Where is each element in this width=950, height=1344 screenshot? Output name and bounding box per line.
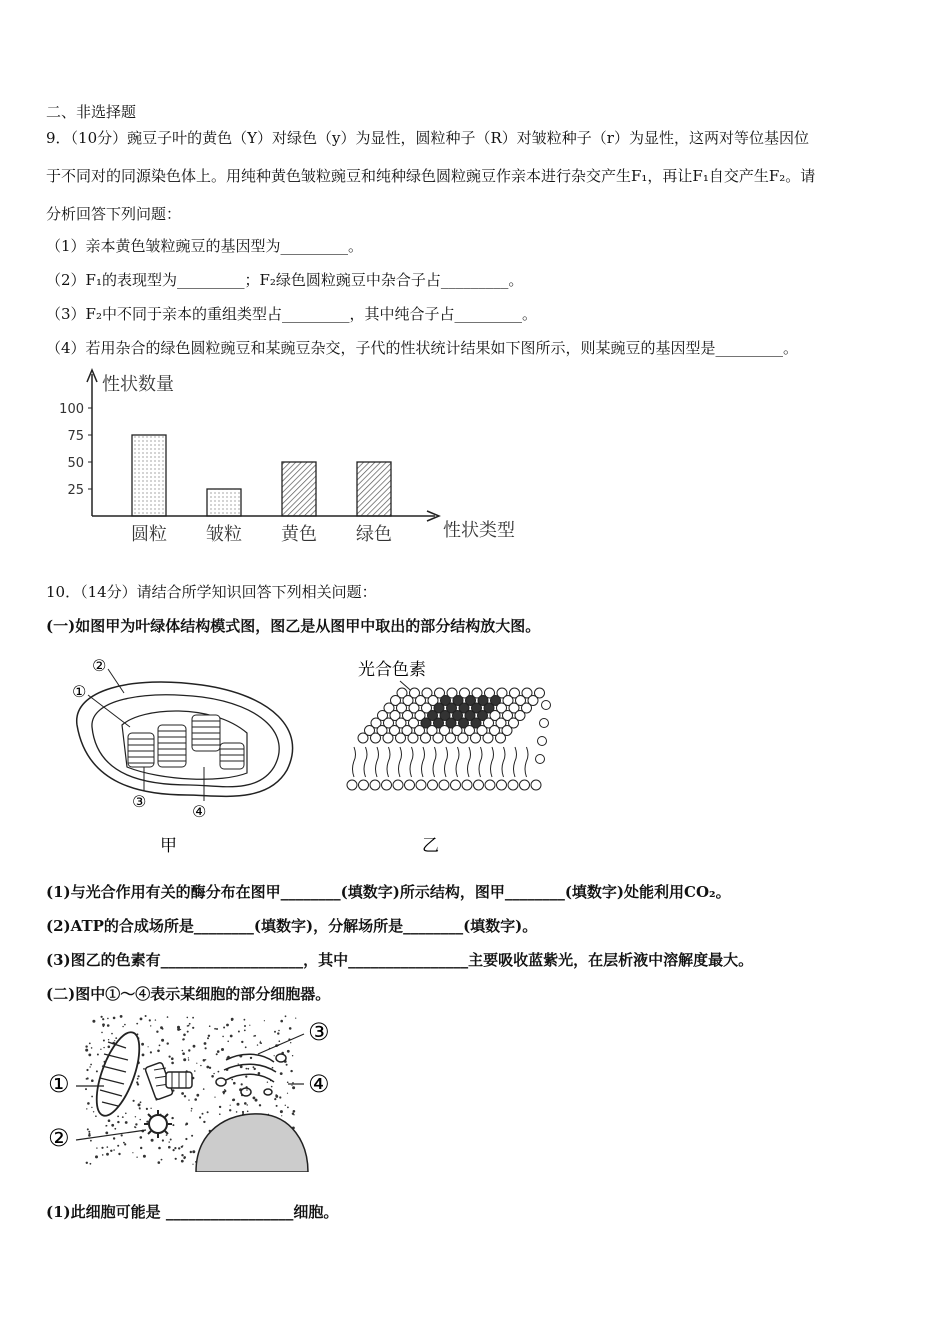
y-tick-label: 100 bbox=[59, 402, 84, 417]
nucleus bbox=[196, 1114, 308, 1172]
bar-0 bbox=[132, 435, 166, 516]
q9-stem-line1: 9．（10分）豌豆子叶的黄色（Y）对绿色（y）为显性，圆粒种子（R）对皱粒种子（r）为显性，这两对等位基因位 bbox=[46, 129, 809, 147]
golgi-apparatus bbox=[216, 1054, 286, 1096]
pigment-label: 光合色素 bbox=[358, 660, 426, 680]
caption-jia: 甲 bbox=[160, 836, 177, 855]
lysosome bbox=[144, 1110, 172, 1138]
x-category-label: 黄色 bbox=[281, 524, 317, 545]
label-2: ② bbox=[92, 656, 107, 675]
bar-2 bbox=[282, 462, 316, 516]
cell-organelles-figure bbox=[46, 1012, 346, 1172]
q10-sub2: (2)ATP的合成场所是________(填数字)，分解场所是________(填数字)。 bbox=[46, 917, 538, 935]
x-axis-label: 性状类型 bbox=[443, 520, 515, 541]
section-title: 二、非选择题 bbox=[46, 103, 137, 121]
q10-sub1: (1)与光合作用有关的酶分布在图甲________(填数字)所示结构，图甲________(填数字)处能利用CO₂。 bbox=[46, 883, 731, 901]
q9-sub4: （4）若用杂合的绿色圆粒豌豆和某豌豆杂交，子代的性状统计结果如下图所示，则某豌豆的基因型是_________。 bbox=[46, 339, 799, 357]
q10-sub3: (3)图乙的色素有___________________，其中________________主要吸收蓝紫光，在层析液中溶解度最大。 bbox=[46, 951, 754, 969]
organelle-label-3: ③ bbox=[308, 1018, 330, 1046]
x-category-label: 皱粒 bbox=[206, 524, 242, 545]
chloroplast-figure bbox=[62, 655, 322, 855]
organelle-label-2: ② bbox=[48, 1124, 70, 1152]
y-tick-label: 25 bbox=[67, 483, 84, 498]
caption-yi: 乙 bbox=[422, 836, 439, 855]
q10-stem: 10．（14分）请结合所学知识回答下列相关问题： bbox=[46, 583, 377, 601]
centriole bbox=[145, 1062, 192, 1100]
x-category-label: 圆粒 bbox=[131, 524, 167, 545]
q9-stem-line3: 分析回答下列问题： bbox=[46, 205, 182, 223]
y-tick-label: 50 bbox=[67, 456, 84, 471]
y-axis-label: 性状数量 bbox=[102, 374, 174, 395]
label-1: ① bbox=[72, 682, 87, 701]
q9-sub3: （3）F₂中不同于亲本的重组类型占_________，其中纯合子占_________。 bbox=[46, 305, 537, 323]
trait-bar-chart bbox=[50, 368, 570, 548]
mitochondrion bbox=[88, 1027, 148, 1121]
q10-part2: (二)图中①～④表示某细胞的部分细胞器。 bbox=[46, 985, 331, 1003]
organelle-label-4: ④ bbox=[308, 1070, 330, 1098]
thylakoid-membrane-figure bbox=[340, 655, 560, 855]
lipid-bilayer bbox=[347, 688, 551, 790]
q9-sub1: （1）亲本黄色皱粒豌豆的基因型为_________。 bbox=[46, 237, 364, 255]
label-4: ④ bbox=[192, 802, 207, 821]
q9-stem-line2: 于不同对的同源染色体上。用纯种黄色皱粒豌豆和纯种绿色圆粒豌豆作亲本进行杂交产生F₁，再让F₁自交产生F₂。请 bbox=[46, 167, 816, 185]
q10-part1: (一)如图甲为叶绿体结构模式图，图乙是从图甲中取出的部分结构放大图。 bbox=[46, 617, 541, 635]
bar-3 bbox=[357, 462, 391, 516]
organelle-label-1: ① bbox=[48, 1070, 70, 1098]
x-category-label: 绿色 bbox=[356, 524, 392, 545]
q9-sub2: （2）F₁的表现型为_________；F₂绿色圆粒豌豆中杂合子占_________。 bbox=[46, 271, 524, 289]
q10-cell-sub1: (1)此细胞可能是 _________________细胞。 bbox=[46, 1203, 339, 1221]
label-3: ③ bbox=[132, 792, 147, 811]
y-tick-label: 75 bbox=[67, 429, 84, 444]
bar-1 bbox=[207, 489, 241, 516]
